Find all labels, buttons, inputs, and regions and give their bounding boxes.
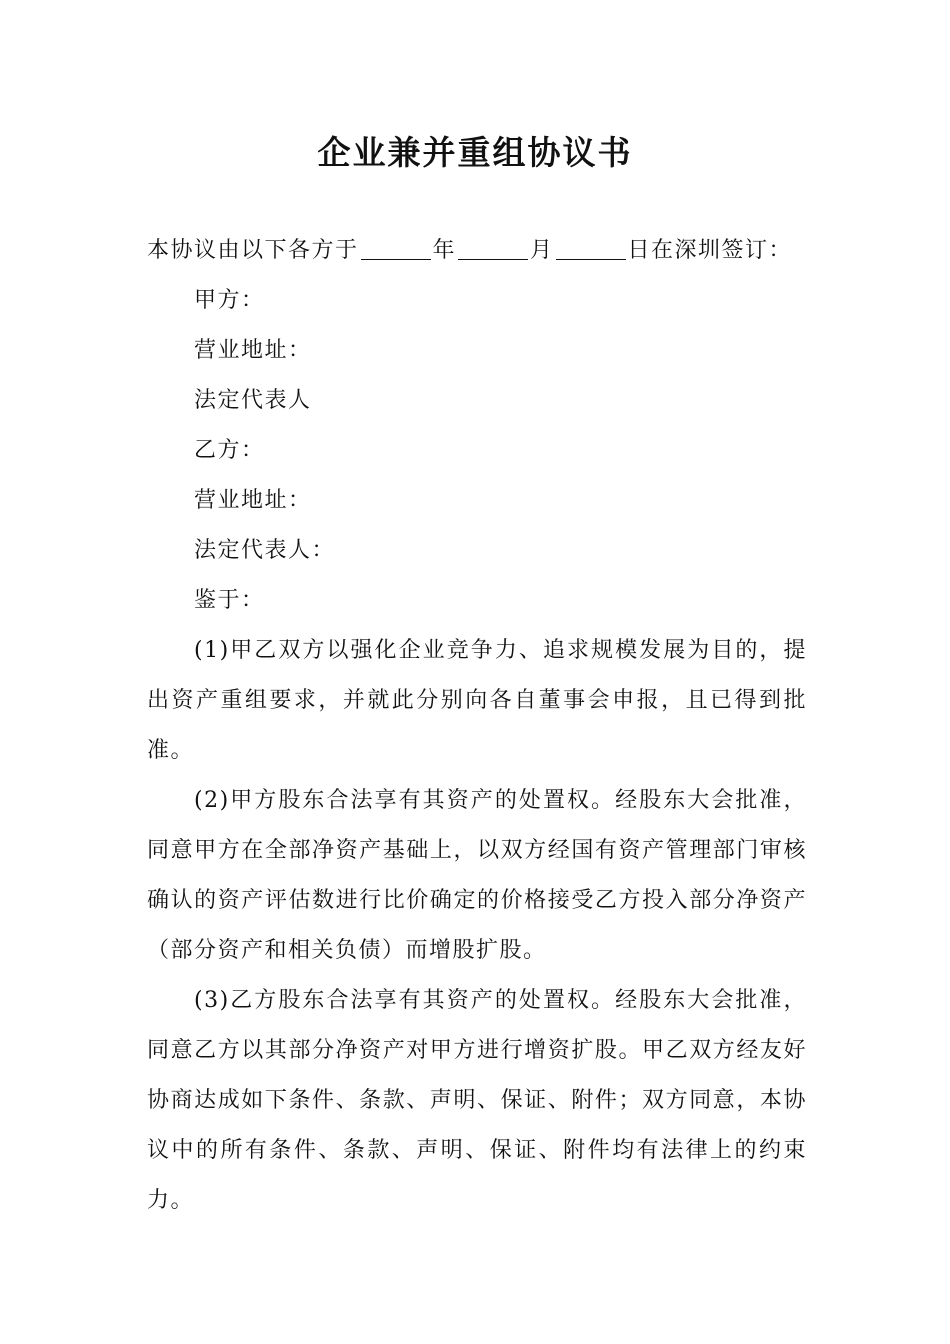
party-b-representative-label: 法定代表人： <box>194 538 336 563</box>
year-suffix: 年 <box>432 238 457 263</box>
month-blank <box>458 237 528 260</box>
intro-prefix: 本协议由以下各方于 <box>147 238 359 263</box>
recital-paragraph-1: (1)甲乙双方以强化企业竞争力、追求规模发展为目的，提出资产重组要求，并就此分别向各自董事会申报，且已得到批准。 <box>147 638 807 763</box>
party-b-label: 乙方： <box>194 438 265 463</box>
day-blank <box>556 237 626 260</box>
document-body <box>147 226 807 1226</box>
document-title: 企业兼并重组协议书 <box>317 133 633 172</box>
party-a-label: 甲方： <box>194 288 265 313</box>
party-a-representative-label: 法定代表人 <box>194 388 312 413</box>
recital-paragraph-2: (2)甲方股东合法享有其资产的处置权。经股东大会批准，同意甲方在全部净资产基础上，以双方经国有资产管理部门审核确认的资产评估数进行比价确定的价格接受乙方投入部分净资产（部分资产和相关负债）而增股扩股。 <box>147 788 807 963</box>
whereas-label: 鉴于： <box>194 588 265 613</box>
party-a-address-label: 营业地址： <box>194 338 312 363</box>
month-suffix: 月 <box>530 238 554 263</box>
day-suffix: 日在深圳签订： <box>627 238 793 263</box>
party-b-address-label: 营业地址： <box>194 488 312 513</box>
recital-paragraph-3: (3)乙方股东合法享有其资产的处置权。经股东大会批准，同意乙方以其部分净资产对甲方进行增资扩股。甲乙双方经友好协商达成如下条件、条款、声明、保证、附件；双方同意，本协议中的所有条件、条款、声明、保证、附件均有法律上的约束力。 <box>147 988 807 1213</box>
intro-line <box>147 226 807 276</box>
year-blank <box>361 237 431 260</box>
